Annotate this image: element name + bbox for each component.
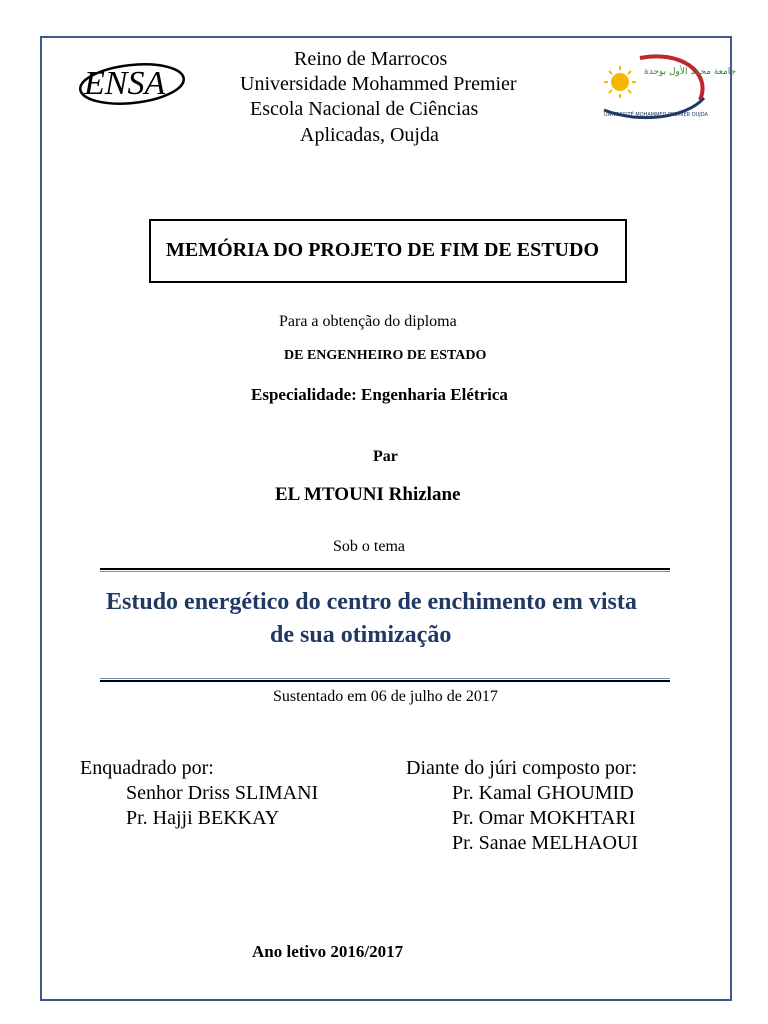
document-title: MEMÓRIA DO PROJETO DE FIM DE ESTUDO — [166, 239, 599, 261]
academic-year: Ano letivo 2016/2017 — [252, 942, 404, 961]
university-logo — [600, 52, 737, 124]
header-line-school: Escola Nacional de Ciências — [250, 98, 479, 120]
ensa-logo — [74, 56, 190, 112]
supervisor-item: Pr. Hajji BEKKAY — [126, 807, 280, 829]
supervisors-label: Enquadrado por: — [80, 757, 214, 779]
par-text: Par — [373, 448, 398, 465]
especialidade-text: Especialidade: Engenharia Elétrica — [251, 385, 508, 404]
divider-bottom — [100, 678, 670, 682]
header-line-university: Universidade Mohammed Premier — [240, 73, 517, 95]
obtencao-text: Para a obtenção do diploma — [279, 313, 457, 330]
university-logo-arabic: جامعة محمد الأول بوجدة — [644, 67, 737, 77]
jury-member: Pr. Kamal GHOUMID — [452, 782, 634, 804]
divider-top — [100, 568, 670, 572]
jury-label: Diante do júri composto por: — [406, 757, 638, 779]
jury-member: Pr. Omar MOKHTARI — [452, 807, 636, 829]
supervisor-item: Senhor Driss SLIMANI — [126, 782, 319, 804]
jury-member: Pr. Sanae MELHAOUI — [452, 832, 639, 854]
page-border — [40, 36, 732, 1001]
theme-line-2: de sua otimização — [270, 622, 452, 648]
university-logo-latin: UNIVERSITÉ MOHAMMED PREMIER OUJDA — [604, 112, 708, 118]
header-line-kingdom: Reino de Marrocos — [294, 48, 448, 70]
header-line-location: Aplicadas, Oujda — [300, 124, 439, 146]
theme-line-1: Estudo energético do centro de enchimento em vista — [106, 589, 637, 615]
defense-date: Sustentado em 06 de julho de 2017 — [273, 688, 498, 705]
sob-tema-text: Sob o tema — [333, 538, 405, 555]
diploma-text: DE ENGENHEIRO DE ESTADO — [284, 348, 487, 363]
author-name: EL MTOUNI Rhizlane — [275, 484, 461, 505]
ensa-logo-text: ENSA — [84, 65, 166, 102]
